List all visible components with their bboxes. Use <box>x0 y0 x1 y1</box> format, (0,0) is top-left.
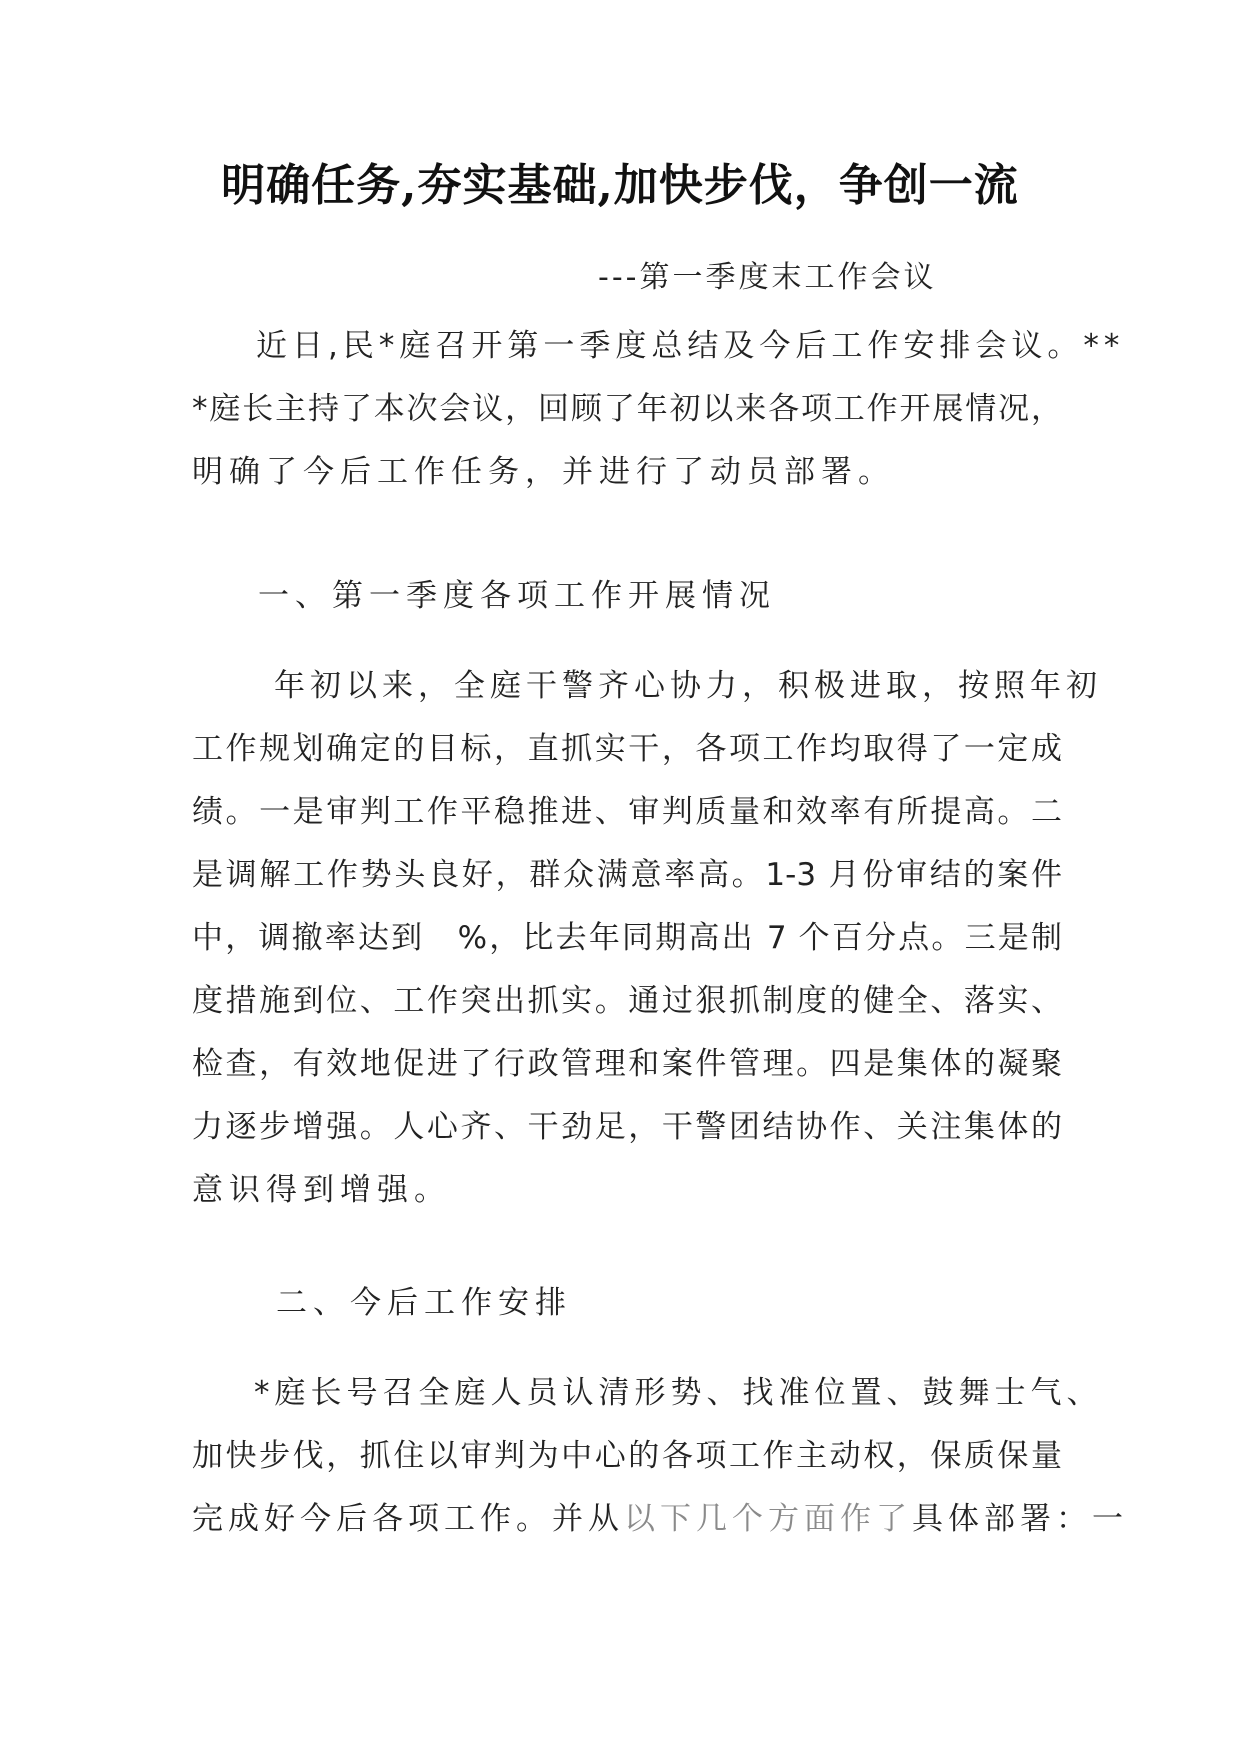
section1-line: 绩。一是审判工作平稳推进、审判质量和效率有所提高。二 <box>192 794 1062 830</box>
intro-line: *庭长主持了本次会议，回顾了年初以来各项工作开展情况， <box>192 391 1062 427</box>
section2-paragraph <box>192 1362 1128 1551</box>
section1-paragraph <box>192 655 1102 1222</box>
section1-line: 检查，有效地促进了行政管理和案件管理。四是集体的凝聚 <box>192 1046 1062 1082</box>
intro-paragraph <box>192 315 1125 504</box>
section2-line: 加快步伐，抓住以审判为中心的各项工作主动权，保质保量 <box>192 1438 1062 1474</box>
section1-line: 是调解工作势头良好，群众满意率高。1-3 月份审结的案件 <box>192 857 1062 893</box>
section2-line-grey-part: 以下几个方面作了 <box>624 1501 912 1537</box>
section1-line: 意识得到增强。 <box>192 1172 451 1208</box>
document-title: 明确任务,夯实基础,加快步伐，争创一流 <box>221 160 1019 211</box>
section2-line <box>192 1488 1128 1551</box>
intro-line: 近日,民*庭召开第一季度总结及今后工作安排会议。** <box>256 328 1125 364</box>
section2-line: *庭长号召全庭人员认清形势、找准位置、鼓舞士气、 <box>254 1375 1103 1411</box>
section-heading-1: 一、第一季度各项工作开展情况 <box>258 578 776 614</box>
intro-line: 明确了今后工作任务，并进行了动员部署。 <box>192 454 895 490</box>
section1-line: 度措施到位、工作突出抓实。通过狠抓制度的健全、落实、 <box>192 983 1062 1019</box>
section-heading-2: 二、今后工作安排 <box>276 1285 572 1321</box>
section1-line: 年初以来，全庭干警齐心协力，积极进取，按照年初 <box>274 668 1102 704</box>
section1-line: 中，调撤率达到 %，比去年同期高出 7 个百分点。三是制 <box>192 920 1062 956</box>
section2-line-part: 具体部署：一 <box>912 1501 1128 1537</box>
section2-line-part: 完成好今后各项工作。并从 <box>192 1501 624 1537</box>
document-subtitle: ---第一季度末工作会议 <box>598 260 937 295</box>
section1-line: 力逐步增强。人心齐、干劲足，干警团结协作、关注集体的 <box>192 1109 1062 1145</box>
section1-line: 工作规划确定的目标，直抓实干，各项工作均取得了一定成 <box>192 731 1062 767</box>
